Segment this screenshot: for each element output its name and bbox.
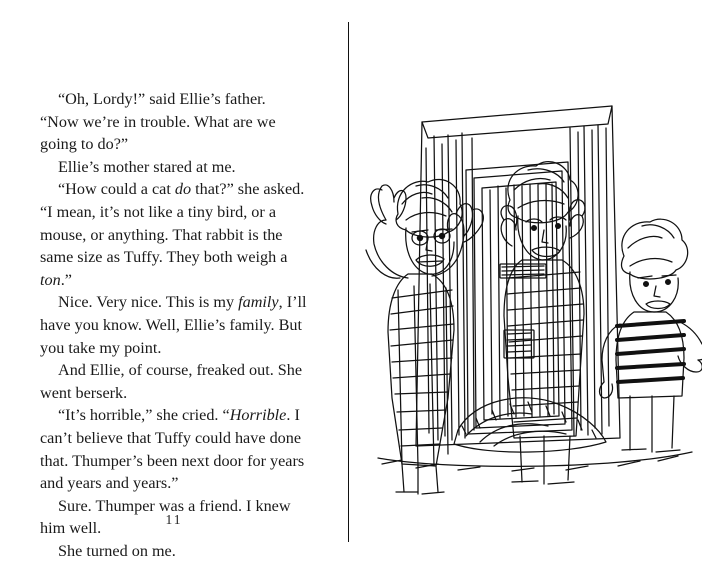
text-run: She turned on me. (58, 541, 176, 560)
paragraph (40, 156, 308, 179)
paragraph (40, 178, 308, 291)
text-run: “It’s horrible,” she cried. “ (58, 406, 230, 425)
paragraph (40, 88, 308, 156)
text-run: . I can’t believe that Tuffy could have done that. Thumper’s been next door for years and years and years.” (40, 406, 305, 493)
paragraph (40, 404, 308, 494)
emphasis-text: Horrible (229, 406, 287, 425)
text-run: And Ellie, of course, freaked out. She went berserk. (40, 361, 303, 402)
text-run: , I’ll have you know. Well, Ellie’s family. But you take my point. (40, 293, 307, 357)
text-run: that?” she asked. “I mean, it’s not like a tiny bird, or a mouse, or anything. That rabbit is the same size as Tuffy. They both weigh a (40, 180, 305, 267)
paragraph (40, 359, 308, 404)
text-run: “How could a cat (58, 180, 175, 199)
paragraph (40, 291, 308, 359)
text-run: Ellie’s mother stared at me. (58, 157, 236, 176)
text-run: Nice. Very nice. This is my (58, 293, 239, 312)
text-run: Sure. Thumper was a friend. I knew him well. (40, 496, 291, 538)
body-text (40, 88, 308, 562)
right-page (348, 0, 715, 580)
page-number: 11 (165, 512, 183, 527)
text-run: .” (60, 270, 72, 289)
left-page (0, 0, 348, 580)
pen-and-ink-drawing-family-at-shed-door (362, 78, 702, 498)
emphasis-text: ton (40, 270, 61, 289)
emphasis-text: family (238, 293, 279, 312)
text-run: “Oh, Lordy!” said Ellie’s father. “Now we’re in trouble. What are we going to do?” (40, 90, 276, 154)
paragraph (40, 540, 308, 563)
emphasis-text: do (174, 180, 192, 199)
